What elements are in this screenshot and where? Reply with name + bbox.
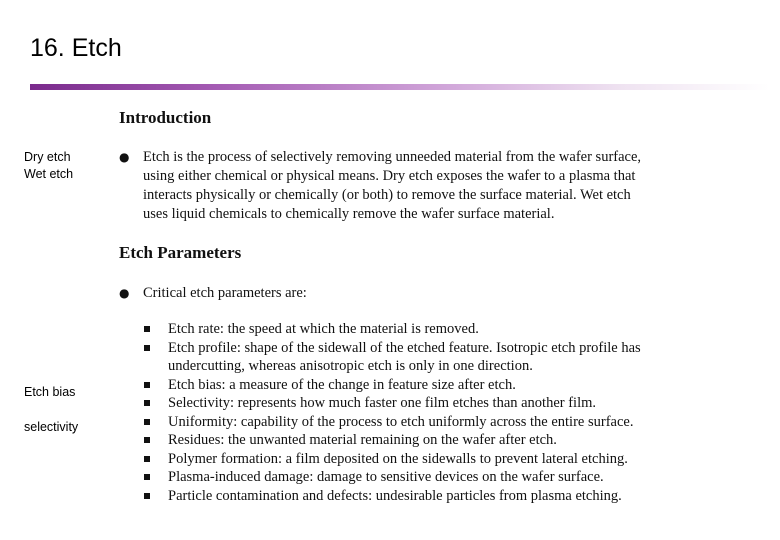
- square-bullet-icon: [144, 345, 150, 351]
- bullet-dot-icon: ●: [119, 150, 130, 164]
- item-particle-contamination: Particle contamination and defects: undesirable particles from plasma etching.: [168, 487, 622, 504]
- intro-line-3: interacts physically or chemically (or both) to remove the surface material. Wet etch: [143, 187, 631, 203]
- item-polymer-formation: Polymer formation: a film deposited on the sidewalls to prevent lateral etching.: [168, 450, 628, 467]
- item-etch-rate: Etch rate: the speed at which the material is removed.: [168, 321, 479, 337]
- item-etch-profile-continued: undercutting, whereas anisotropic etch is only in one direction.: [168, 358, 533, 374]
- square-bullet-icon: [144, 400, 150, 406]
- square-bullet-icon: [144, 474, 150, 480]
- list-item-continuation: [142, 357, 641, 376]
- list-item: [142, 376, 641, 395]
- list-item: [142, 450, 641, 469]
- square-bullet-icon: [144, 437, 150, 443]
- item-uniformity: Uniformity: capability of the process to etch uniformly across the entire surface.: [168, 413, 634, 430]
- list-item: [142, 431, 641, 450]
- list-item: [142, 320, 641, 339]
- bullet-dot-icon: ●: [119, 286, 130, 300]
- item-residues: Residues: the unwanted material remaining on the wafer after etch.: [168, 432, 557, 448]
- note-selectivity: selectivity: [24, 420, 79, 434]
- item-selectivity: Selectivity: represents how much faster one film etches than another film.: [168, 395, 597, 411]
- note-dry-etch: Dry etch: [24, 150, 71, 164]
- list-item: [142, 413, 641, 432]
- etch-parameters-heading: Etch Parameters: [119, 243, 242, 262]
- item-plasma-damage: Plasma-induced damage: damage to sensitive devices on the wafer surface.: [168, 469, 604, 485]
- intro-line-4: uses liquid chemicals to chemically remove the wafer surface material.: [143, 206, 555, 222]
- item-etch-profile: Etch profile: shape of the sidewall of the etched feature. Isotropic etch profile has: [168, 339, 641, 356]
- parameters-list: [142, 320, 641, 505]
- note-wet-etch: Wet etch: [24, 167, 74, 181]
- square-bullet-icon: [144, 456, 150, 462]
- square-bullet-icon: [144, 326, 150, 332]
- slide-title: 16. Etch: [30, 34, 122, 62]
- list-item: [142, 487, 641, 506]
- square-bullet-icon: [144, 493, 150, 499]
- item-etch-bias: Etch bias: a measure of the change in feature size after etch.: [168, 376, 516, 393]
- list-item: [142, 394, 641, 413]
- title-divider: [30, 84, 770, 90]
- parameters-intro: Critical etch parameters are:: [143, 285, 307, 301]
- square-bullet-icon: [144, 419, 150, 425]
- introduction-heading: Introduction: [119, 108, 212, 127]
- square-bullet-icon: [144, 382, 150, 388]
- intro-line-2: using either chemical or physical means. Dry etch exposes the wafer to a plasma that: [143, 168, 636, 184]
- list-item: [142, 339, 641, 358]
- intro-line-1: Etch is the process of selectively removing unneeded material from the wafer surface,: [143, 149, 642, 165]
- note-etch-bias: Etch bias: [24, 385, 76, 399]
- list-item: [142, 468, 641, 487]
